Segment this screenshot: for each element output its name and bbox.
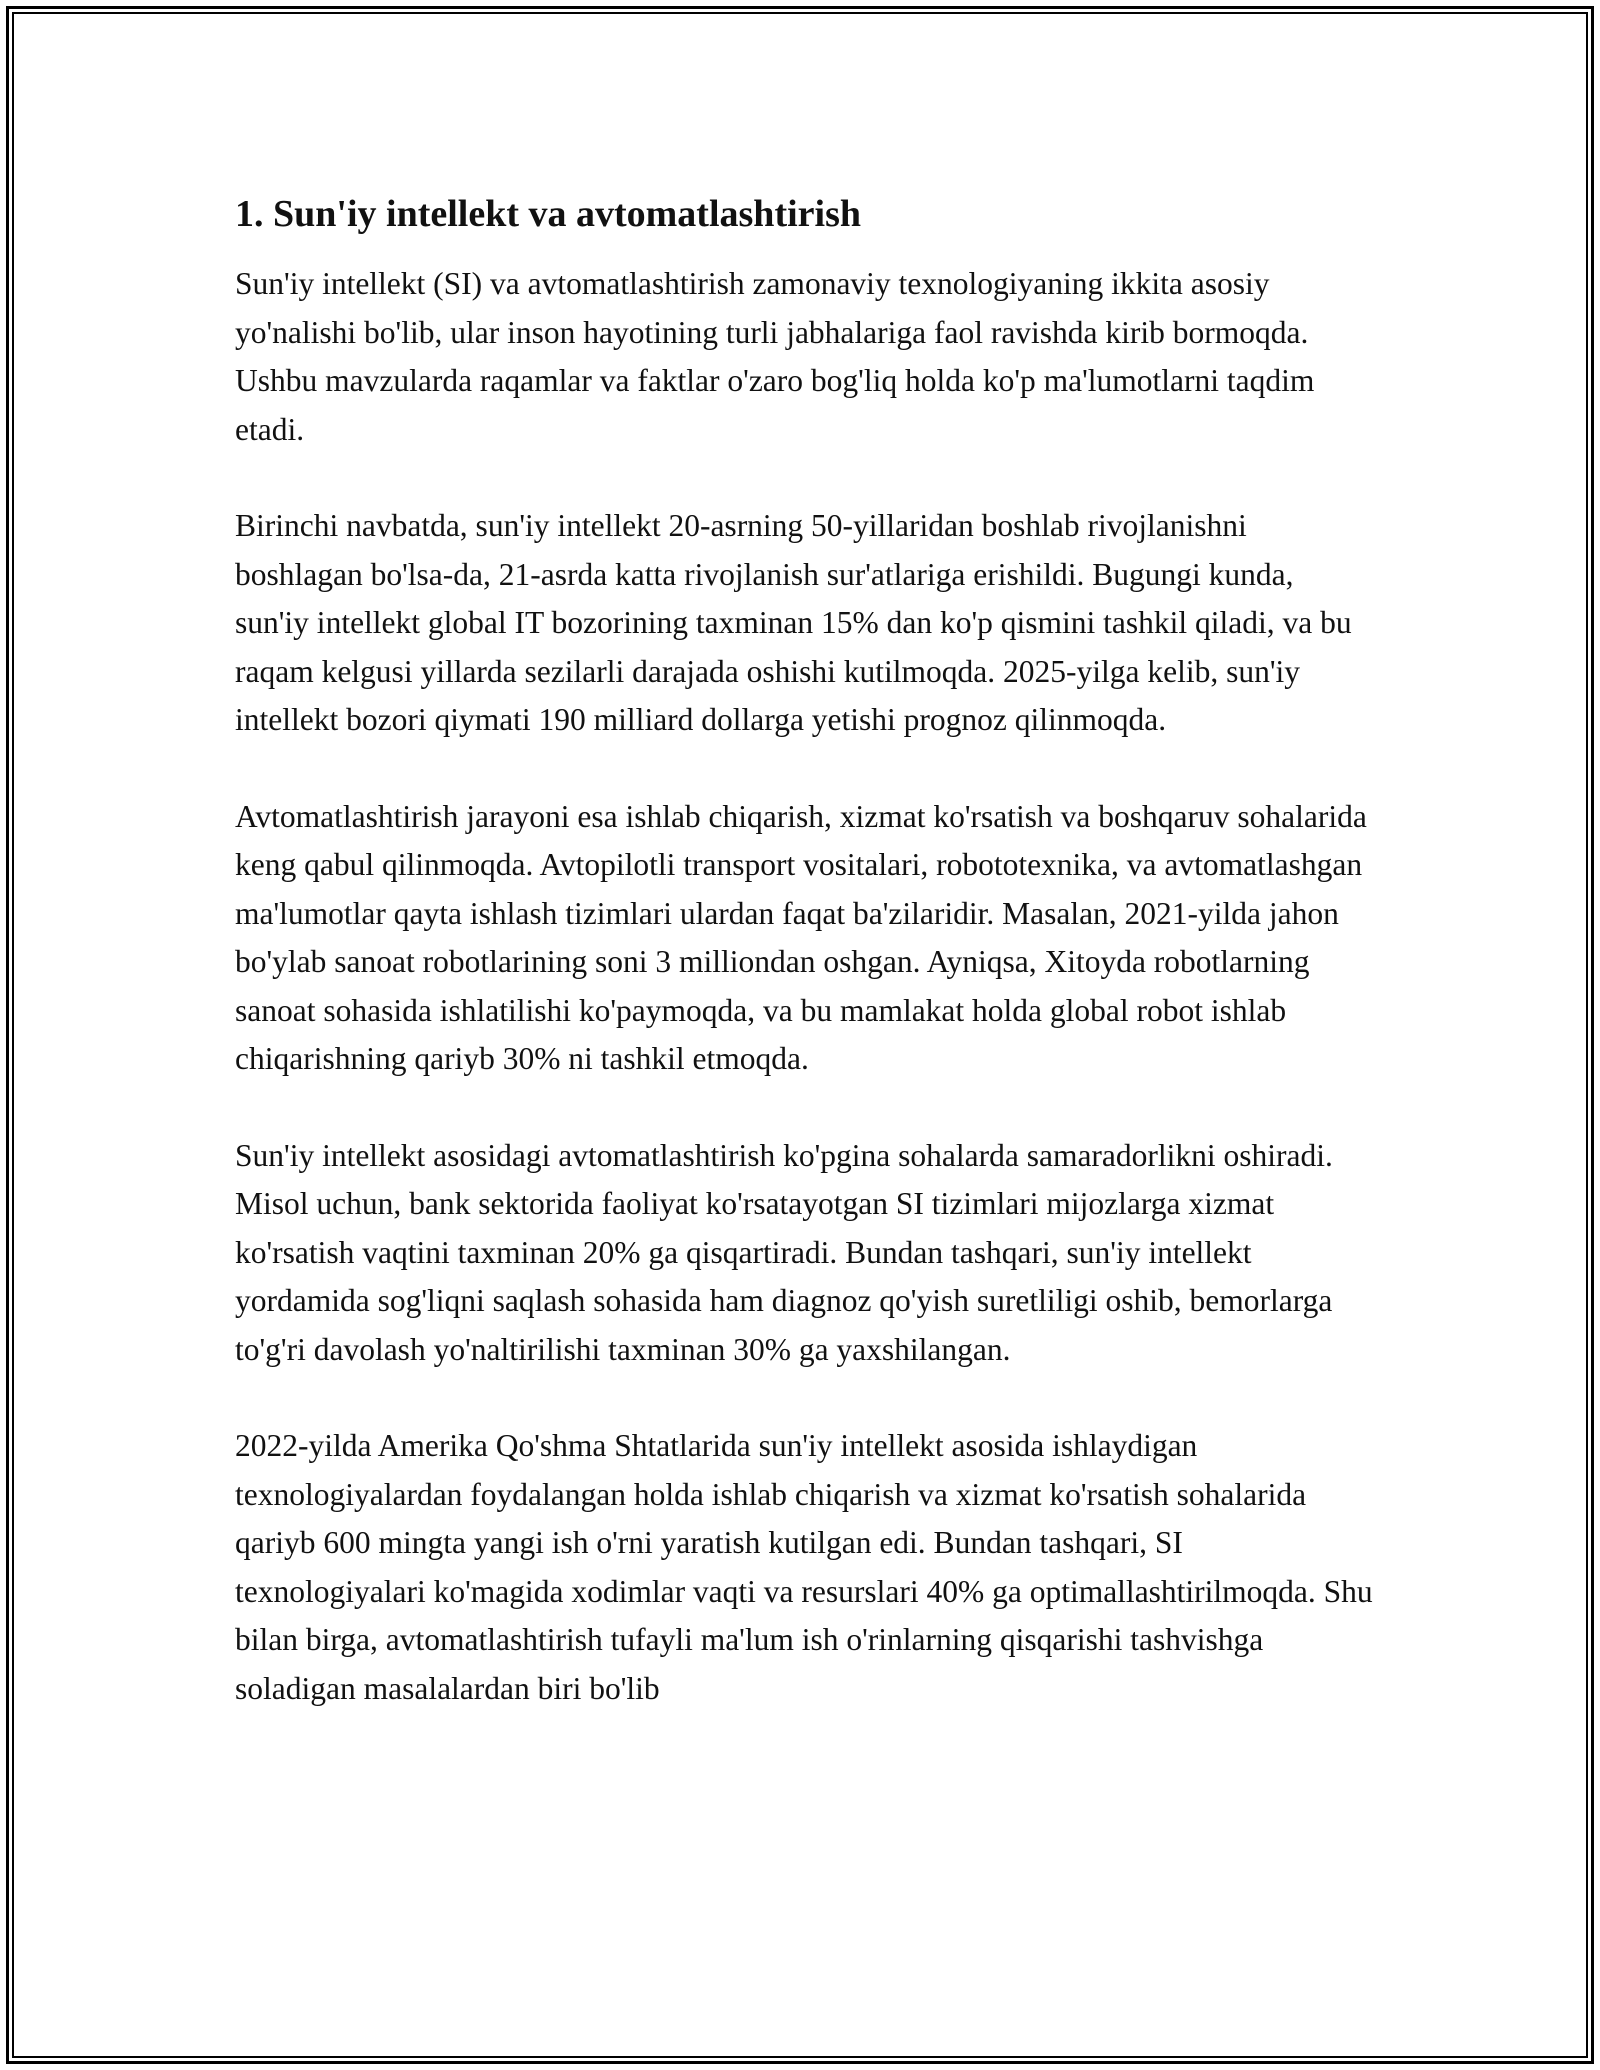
paragraph-intro: Sun'iy intellekt (SI) va avtomatlashtirish zamonaviy texnologiyaning ikkita asosiy yo'nalishi bo'lib, ular inson hayotining turli jabhalariga faol ravishda kirib bormoqda. Ushbu mavzularda raqamlar va faktlar o'zaro bog'liq holda ko'p ma'lumotlarni taqdim etadi. xyxy=(235,266,1315,447)
paragraph-efficiency: Sun'iy intellekt asosidagi avtomatlashtirish ko'pgina sohalarda samaradorlikni oshiradi. Misol uchun, bank sektorida faoliyat ko'rsatayotgan SI tizimlari mijozlarga xizmat ko'rsatish vaqtini taxminan 20% ga qisqartiradi. Bundan tashqari, sun'iy intellekt yordamida sog'liqni saqlash sohasida ham diagnoz qo'yish suretliligi oshib, bemorlarga to'g'ri davolash yo'naltirilishi taxminan 30% ga yaxshilangan. xyxy=(235,1137,1333,1367)
document-page xyxy=(235,188,1375,1713)
section-title: 1. Sun'iy intellekt va avtomatlashtirish xyxy=(235,193,861,235)
paragraph-ai-history: Birinchi navbatda, sun'iy intellekt 20-asrning 50-yillaridan boshlab rivojlanishni boshlagan bo'lsa-da, 21-asrda katta rivojlanish sur'atlariga erishildi. Bugungi kunda, sun'iy intellekt global IT bozorining taxminan 15% dan ko'p qismini tashkil qiladi, va bu raqam kelgusi yillarda sezilarli darajada oshishi kutilmoqda. 2025-yilga kelib, sun'iy intellekt bozori qiymati 190 milliard dollarga yetishi prognoz qilinmoqda. xyxy=(235,508,1352,737)
paragraph-automation: Avtomatlashtirish jarayoni esa ishlab chiqarish, xizmat ko'rsatish va boshqaruv sohalarida keng qabul qilinmoqda. Avtopilotli transport vositalari, robototexnika, va avtomatlashgan ma'lumotlar qayta ishlash tizimlari ulardan faqat ba'zilaridir. Masalan, 2021-yilda jahon bo'ylab sanoat robotlarining soni 3 milliondan oshgan. Ayniqsa, Xitoyda robotlarning sanoat sohasida ishlatilishi ko'paymoqda, va bu mamlakat holda global robot ishlab chiqarishning qariyb 30% ni tashkil etmoqda. xyxy=(235,798,1367,1076)
paragraph-usa-jobs: 2022-yilda Amerika Qo'shma Shtatlarida sun'iy intellekt asosida ishlaydigan texnologiyalardan foydalangan holda ishlab chiqarish va xizmat ko'rsatish sohalarida qariyb 600 mingta yangi ish o'rni yaratish kutilgan edi. Bundan tashqari, SI texnologiyalari ko'magida xodimlar vaqti va resurslari 40% ga optimallashtirilmoqda. Shu bilan birga, avtomatlashtirish tufayli ma'lum ish o'rinlarning qisqarishi tashvishga soladigan masalalardan biri bo'lib xyxy=(235,1428,1373,1706)
